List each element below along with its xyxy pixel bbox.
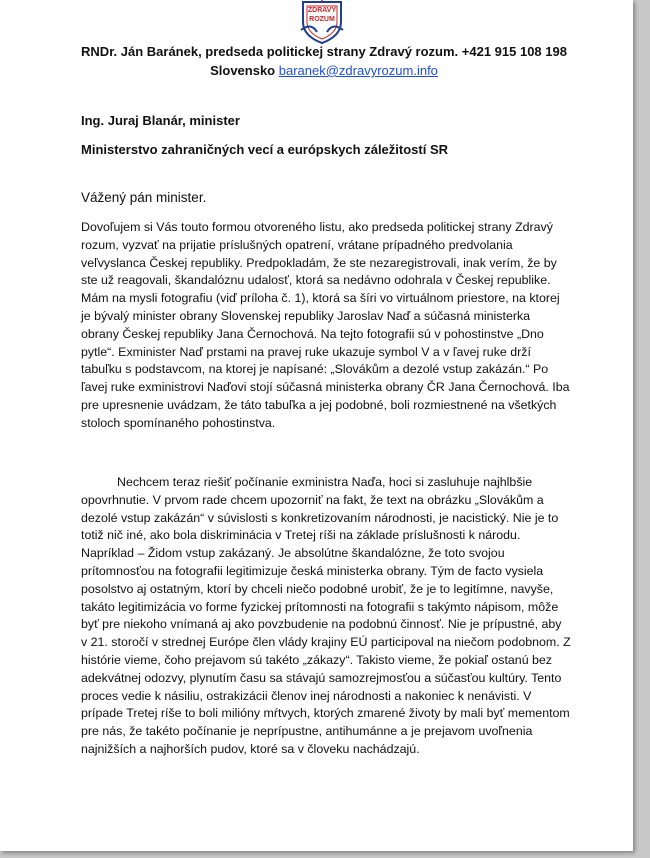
addressee-ministry: Ministerstvo zahraničných vecí a európskych záležitostí SR (81, 142, 449, 157)
letter-paragraph: Dovoľujem si Vás touto formou otvoreného listu, ako predseda politickej strany Zdravý rozum, vyzvať na prijatie príslušných opatrení, vrátane prípadného predvolania veľvyslanca Českej republiky. Predpokladám, že ste nezaregistrovali, inak verím, že by ste už reagovali, škandalóznu udalosť, ktorá sa nedávno odohrala v Českej republike. Mám na mysli fotografiu (viď príloha č. 1), ktorá sa šíri vo virtuálnom priestore, na ktorej je bývalý minister obrany Slovenskej republiky Jaroslav Naď a súčasná ministerka obrany Českej republiky Jana Černochová. Na tejto fotografii sú v pohostinstve „Dno pytle“. Exminister Naď prstami na pravej ruke ukazuje symbol V a v ľavej ruke drží tabuľku s podstavcom, na ktorej je napísané: „Slovákům a dezolé vstup zakázán.“ Po ľavej ruke exministrovi Naďovi stojí súčasná ministerka obrany ČR Jana Černochová. Iba pre upresnenie uvádzam, že táto tabuľka a jej podobné, boli rozmiestnené na všetkých stoloch spomínaného pohostinstva. (81, 220, 570, 430)
sender-line: RNDr. Ján Baránek, predseda politickej strany Zdravý rozum. +421 915 108 198 (81, 44, 567, 59)
salutation: Vážený pán minister. (81, 190, 207, 205)
svg-text:ROZUM: ROZUM (309, 16, 335, 23)
sender-contact-line (74, 61, 574, 80)
addressee-name: Ing. Juraj Blanár, minister (81, 113, 240, 128)
viewer-background (640, 0, 650, 858)
letter-header (74, 42, 574, 80)
sender-country: Slovensko (210, 63, 276, 78)
sender-email-link[interactable]: baranek@zdravyrozum.info (278, 63, 438, 78)
party-logo (297, 0, 347, 44)
svg-text:ZDRAVÝ: ZDRAVÝ (307, 7, 337, 14)
letter-paragraph: Nechcem teraz riešiť počínanie exministra Naďa, hoci si zasluhuje najhlbšie opovrhnutie. V prvom rade chcem upozorniť na fakt, že text na obrázku „Slovákům a dezolé vstup zakázán“ v súvislosti s konkretizovaním národnosti, je nacistický. Nie je to totiž nič iné, ako bola diskriminácia v Tretej ríši na základe príslušnosti k národu. Napríklad – Židom vstup zakázaný. Je absolútne škandalózne, že toto svojou prítomnosťou na fotografii legitimizuje česká ministerka obrany. Tým de facto vysiela posolstvo aj ostatným, ktorí by chceli niečo podobné urobiť, že je to legitímne, navyše, takáto legitimizácia vo forme fyzickej prítomnosti na fotografii s takýmto nápisom, môže byť pre niekoho vnímaná aj ako povzbudenie na podobnú činnosť. Nie je prípustné, aby v 21. storočí v strednej Európe člen vlády krajiny EÚ participoval na niečom podobnom. Z histórie vieme, čoho prejavom sú takéto „zákazy“. Takisto vieme, že pokiaľ ostanú bez adekvátnej odozvy, plynutím času sa stávajú samozrejmosťou a súčasťou kultúry. Tento proces vedie k násiliu, ostrakizácii členov inej národnosti a nakoniec k nenávisti. V prípade Tretej ríše to boli milióny mŕtvych, ktorých zmarené životy by mali byť mementom pre nás, že takéto počínanie je neprípustne, antihumánne a je prejavom uvoľnenia najnižších a najhorších pudov, ktoré sa v človeku nachádzajú. (81, 475, 571, 756)
